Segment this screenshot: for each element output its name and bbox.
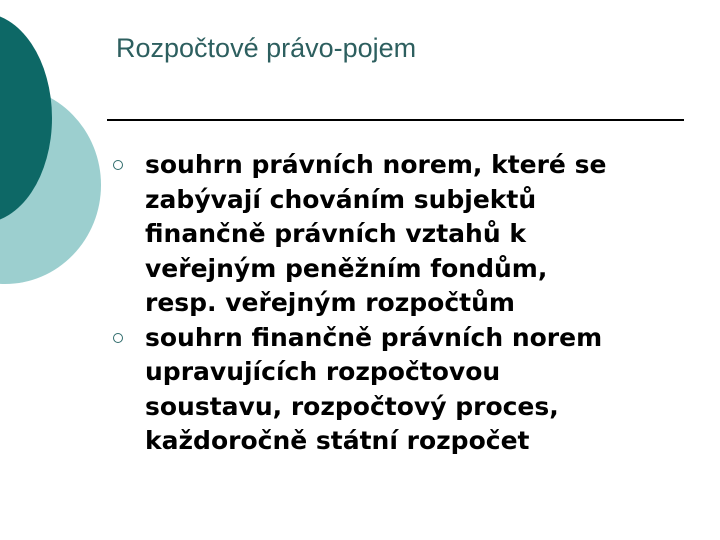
bullet-line: resp. veřejným rozpočtům bbox=[145, 288, 515, 317]
bullet-line: veřejným peněžním fondům, bbox=[145, 253, 548, 283]
bullet-line: soustavu, rozpočtový proces, bbox=[145, 391, 559, 421]
title-divider bbox=[107, 119, 684, 121]
bullet-line: upravujících rozpočtovou bbox=[145, 357, 501, 386]
circle-bullet-icon bbox=[113, 333, 123, 343]
decorative-circles bbox=[0, 0, 110, 300]
bullet-list bbox=[113, 148, 703, 459]
bullet-item bbox=[113, 148, 703, 321]
circle-bullet-icon bbox=[113, 160, 123, 170]
bullet-item bbox=[113, 321, 703, 459]
bullet-line: souhrn právních norem, které se bbox=[145, 150, 607, 179]
bullet-line: souhrn finančně právních norem bbox=[145, 322, 603, 352]
bullet-line: každoročně státní rozpočet bbox=[145, 426, 530, 455]
slide-title: Rozpočtové právo-pojem bbox=[116, 33, 417, 63]
bullet-line: zabývají chováním subjektů bbox=[145, 184, 537, 214]
bullet-line: finančně právních vztahů k bbox=[145, 219, 526, 248]
